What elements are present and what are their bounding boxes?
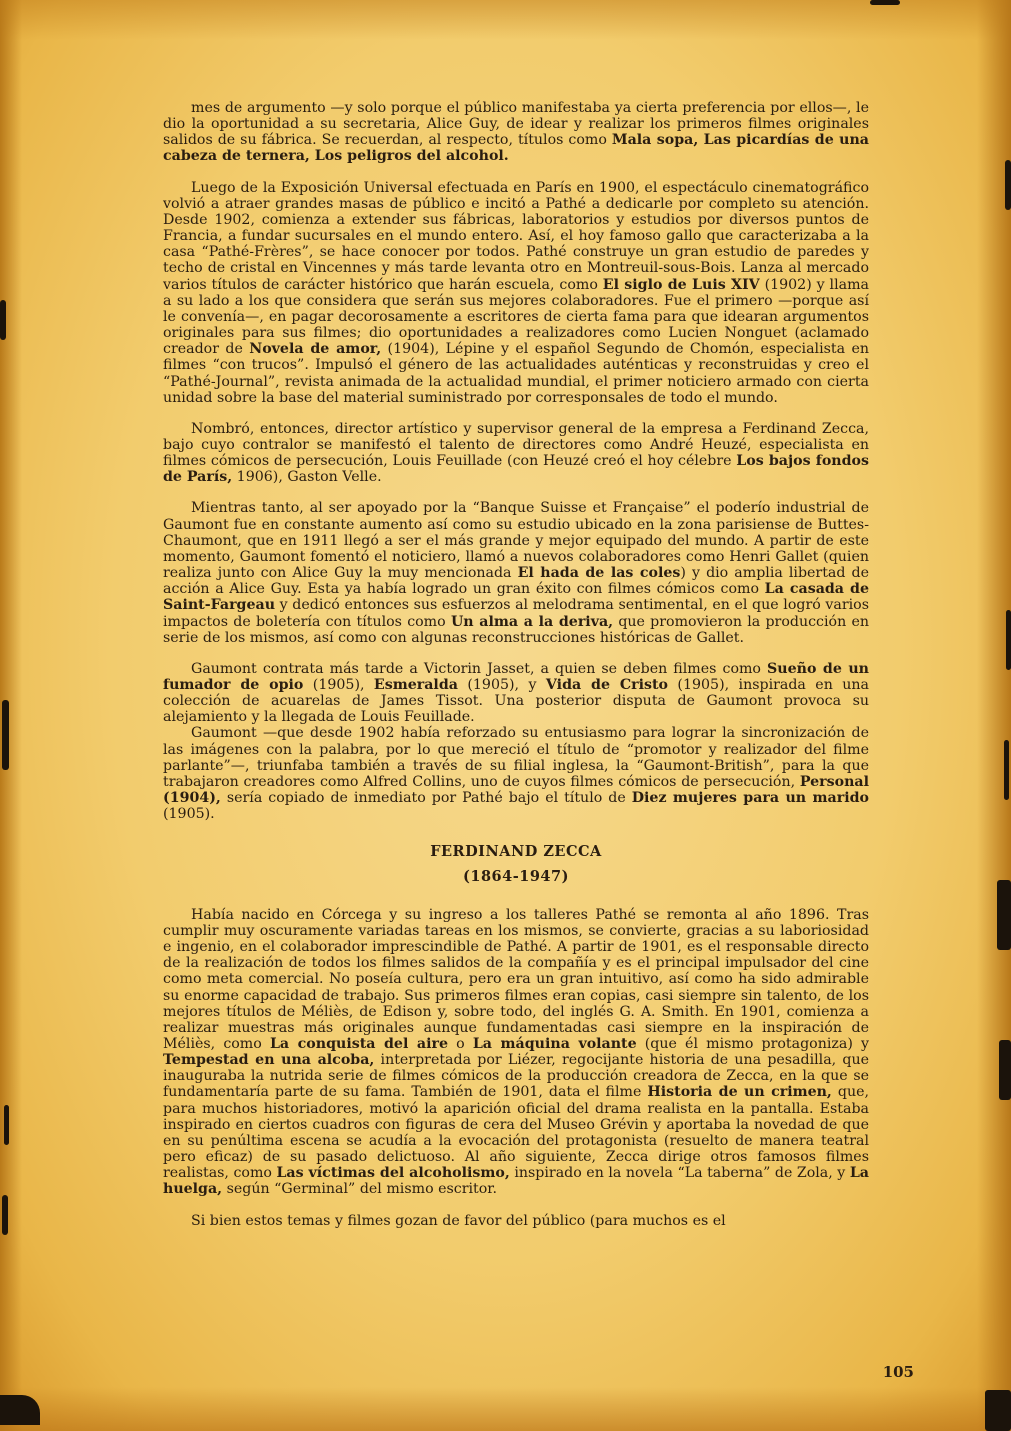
paragraph bbox=[163, 421, 869, 486]
bold-title: La máquina volante bbox=[472, 1035, 637, 1052]
bold-title: Las víctimas del alcoholismo, bbox=[276, 1165, 510, 1182]
section-heading-name: FERDINAND ZECCA bbox=[430, 843, 602, 861]
text-run: y dedicó entonces sus esfuerzos al melodrama sentimental, en el que logró varios impactos de boletería con títulos como bbox=[163, 597, 869, 630]
bold-title: Los bajos fondos de París, bbox=[163, 453, 869, 486]
bold-title: Personal (1904), bbox=[163, 773, 869, 807]
bold-title: Tempestad en una alcoba, bbox=[163, 1052, 375, 1069]
text-run: (1902) y llama a su lado a los que considera que serán sus mejores colaboradores. Fue el primero —porque así le convenía—, en pagar decorosamente a escritores de cierta fama para que idearan argumentos originales para sus filmes; dio oportunidades a realizadores como Lucien Nonguet (aclamado creador de bbox=[163, 276, 869, 358]
binding-mark bbox=[1006, 610, 1011, 670]
binding-mark bbox=[1004, 740, 1009, 800]
paragraphs-after-heading bbox=[163, 907, 869, 1229]
bold-title: Novela de amor, bbox=[249, 341, 382, 358]
page-number: 105 bbox=[882, 1363, 914, 1381]
binding-mark bbox=[2, 700, 9, 770]
text-run: (1905), bbox=[303, 677, 374, 693]
bold-title: La huelga, bbox=[163, 1165, 869, 1198]
text-run: sería copiado de inmediato por Pathé bajo el título de bbox=[220, 790, 632, 807]
paragraph bbox=[163, 100, 869, 165]
text-run: Mientras tanto, al ser apoyado por la “Banque Suisse et Française” el poderío industrial de Gaumont fue en constante aumento así como su estudio ubicado en la zona parisiense de Buttes-Chaumont, que en 1911 llegó a ser el más grande y mejor equipado del mundo. A partir de este momento, Gaumont fomentó el noticiero, llamó a nuevos colaboradores como Henri Gallet (quien realiza junto con Alice Guy la muy mencionada bbox=[163, 500, 869, 582]
binding-mark bbox=[1005, 160, 1011, 210]
bold-title: Sueño de un fumador de opio bbox=[163, 660, 869, 693]
paragraph bbox=[163, 1213, 869, 1229]
page-top-shadow bbox=[0, 0, 1011, 40]
text-run: 1906), Gaston Velle. bbox=[232, 469, 382, 486]
text-run: (1905), y bbox=[457, 677, 546, 693]
paragraph bbox=[163, 907, 869, 1198]
text-run: mes de argumento —y solo porque el público manifestaba ya cierta preferencia por ellos—, le dio la oportunidad a su secretaria, Alice Guy, de idear y realizar los primeros filmes originales salidos de su fábrica. Se recuerdan, al respecto, títulos como bbox=[163, 100, 869, 149]
page-bottom-shadow bbox=[0, 1387, 1011, 1431]
binding-mark bbox=[4, 1105, 9, 1145]
bold-title: Esmeralda bbox=[373, 677, 458, 693]
text-run: (1905). bbox=[163, 806, 215, 823]
paragraphs-before-heading bbox=[163, 100, 869, 822]
bold-title: Mala sopa, Las picardías de una cabeza de ternera, Los peligros del alcohol. bbox=[163, 132, 869, 165]
text-run: Si bien estos temas y filmes gozan de favor del público (para muchos es el bbox=[191, 1212, 726, 1229]
binding-mark bbox=[985, 1390, 1011, 1431]
bold-title: Diez mujeres para un marido bbox=[631, 790, 869, 807]
page-right-edge bbox=[977, 0, 1011, 1431]
text-run: (1904), Lépine y el español Segundo de Chomón, especialista en filmes “con trucos”. Impulsó el género de las actualidades auténticas y reconstruidas y creo el “Pathé-Journal”, revista animada de la actualidad mundial, el primer noticiero armado con cierta unidad sobre la base del material suministrado por corresponsales de todo el mundo. bbox=[163, 341, 869, 406]
paragraph bbox=[163, 661, 869, 726]
text-run: ) y dio amplia libertad de acción a Alice Guy. Esta ya había logrado un gran éxito con filmes cómicos como bbox=[163, 565, 869, 598]
binding-mark bbox=[997, 880, 1011, 950]
paragraph bbox=[163, 500, 869, 645]
bold-title: La conquista del aire bbox=[269, 1035, 448, 1052]
binding-mark bbox=[0, 1395, 40, 1425]
text-run: que promovieron la producción en serie de los mismos, así como con algunas reconstrucciones históricas de Gallet. bbox=[163, 613, 869, 646]
binding-mark bbox=[0, 300, 6, 340]
binding-mark bbox=[999, 1040, 1011, 1100]
text-run: inspirado en la novela “La taberna” de Zola, y bbox=[509, 1165, 850, 1182]
text-column bbox=[163, 100, 869, 1244]
paragraph bbox=[163, 180, 869, 406]
binding-mark bbox=[870, 0, 900, 5]
text-run: (que él mismo protagoniza) y bbox=[636, 1035, 870, 1052]
section-heading-years: (1864-1947) bbox=[463, 867, 569, 885]
text-run: Había nacido en Córcega y su ingreso a los talleres Pathé se remonta al año 1896. Tras cumplir muy oscuramente variadas tareas en los mismos, se convierte, gracias a su laboriosidad e ingenio, en el colaborador imprescindible de Pathé. A partir de 1901, es el responsable directo de la realización de todos los filmes salidos de la compañía y es el principal impulsador del cine como meta comercial. No poseía cultura, pero era un gran intuitivo, así como ha sido admirable su enorme capacidad de trabajo. Sus primeros filmes eran copias, casi siempre sin talento, de los mejores títulos de Méliès, de Edison y, sobre todo, del inglés G. A. Smith. En 1901, comienza a realizar muestras más originales aunque fundamentadas casi siempre en la inspiración de Méliès, como bbox=[163, 906, 869, 1052]
text-run: Luego de la Exposición Universal efectuada en París en 1900, el espectáculo cinematográfico volvió a atraer grandes masas de público e incitó a Pathé a dedicarle por completo su atención. Desde 1902, comienza a extender sus fábricas, laboratorios y estudios por diversos puntos de Francia, a fundar sucursales en el mundo entero. Así, el hoy famoso gallo que caracterizaba a la casa “Pathé-Frères”, se hace conocer por todos. Pathé construye un gran estudio de paredes y techo de cristal en Vincennes y más tarde levanta otro en Montreuil-sous-Bois. Lanza al mercado varios títulos de carácter histórico que harán escuela, como bbox=[163, 179, 869, 293]
text-run: Nombró, entonces, director artístico y supervisor general de la empresa a Ferdinand Zecca, bajo cuyo contralor se manifestó el talento de directores como André Heuzé, especialista en filmes cómicos de persecución, Louis Feuillade (con Heuzé creó el hoy célebre bbox=[163, 420, 869, 470]
bold-title: Un alma a la deriva, bbox=[450, 613, 614, 630]
text-run: según “Germinal” del mismo escritor. bbox=[222, 1181, 498, 1198]
binding-mark bbox=[2, 1195, 8, 1235]
text-run: Gaumont contrata más tarde a Victorin Jasset, a quien se deben filmes como bbox=[191, 660, 768, 677]
paragraph bbox=[163, 725, 869, 822]
text-run: (1905), inspirada en una colección de acuarelas de James Tissot. Una posterior disputa de Gaumont provoca su alejamiento y la llegada de Louis Feuillade. bbox=[163, 677, 870, 726]
text-run: Gaumont —que desde 1902 había reforzado su entusiasmo para lograr la sincronización de las imágenes con la palabra, por lo que mereció el título de “promotor y realizador del filme parlante”—, triunfaba también a través de su filial inglesa, la “Gaumont-British”, para la que trabajaron creadores como Alfred Collins, uno de cuyos filmes cómicos de persecución, bbox=[163, 725, 869, 790]
text-run: o bbox=[448, 1035, 473, 1052]
bold-title: La casada de Saint-Fargeau bbox=[163, 581, 870, 614]
bold-title: El hada de las coles bbox=[517, 565, 681, 582]
bold-title: Historia de un crimen, bbox=[647, 1084, 832, 1101]
text-run: que, para muchos historiadores, motivó la aparición oficial del drama realista en la pantalla. Estaba inspirado en ciertos cuadros con figuras de cera del Museo Grévin y aportaba la novedad de que en su penúltima escena se acudía a la evocación del protagonista (resuelto de manera teatral pero eficaz) de su pasado delictuoso. Al año siguiente, Zecca dirige otros famosos filmes realistas, como bbox=[163, 1084, 869, 1182]
bold-title: Vida de Cristo bbox=[545, 677, 668, 693]
bold-title: El siglo de Luis XIV bbox=[602, 276, 760, 293]
text-run: interpretada por Liézer, regocijante historia de una pesadilla, que inauguraba la nutrida serie de filmes cómicos de la producción creadora de Zecca, en la que se fundamentaría parte de su fama. También de 1901, data el filme bbox=[163, 1052, 869, 1101]
